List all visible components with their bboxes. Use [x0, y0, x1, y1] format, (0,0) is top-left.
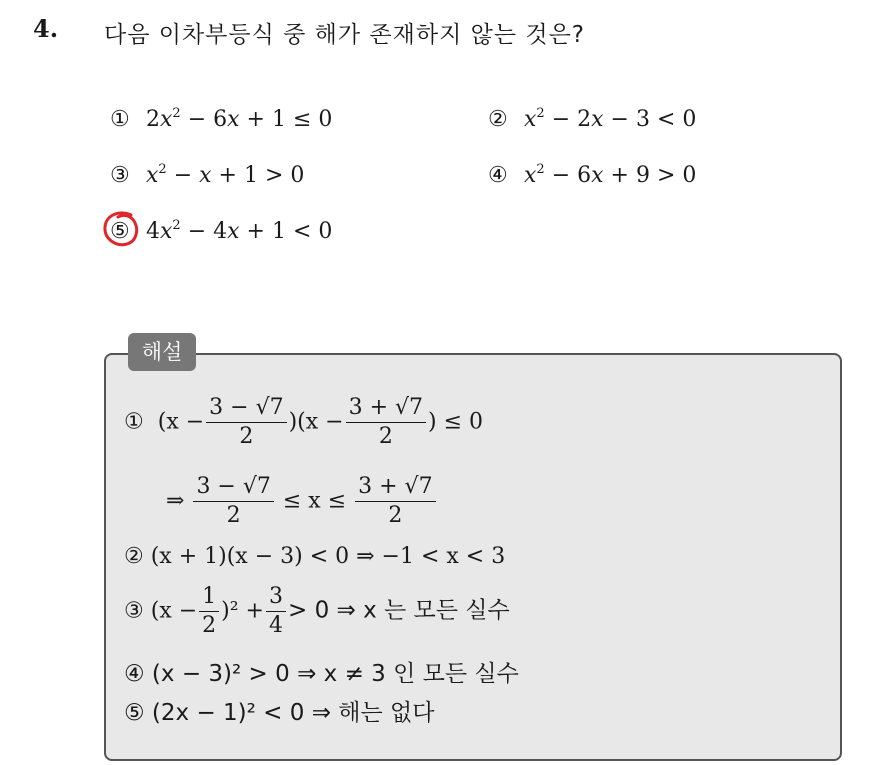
choice-mark: ④ [488, 163, 508, 188]
choice-mark: ③ [110, 163, 130, 188]
solution-line-5: ④ (x − 3)² > 0 ⇒ x ≠ 3 인 모든 실수 [124, 661, 519, 687]
choice-mark: ① [110, 107, 130, 132]
question-number: 4. [33, 14, 59, 43]
solution-line-2: ⇒ $\frac{3 - √7}{2}$ ≤ x ≤ $\frac{3 + √7}{2}$ [166, 473, 438, 530]
solution-badge: 해설 [128, 333, 196, 371]
question-text: 다음 이차부등식 중 해가 존재하지 않는 것은? [104, 22, 585, 48]
solution-line-6: ⑤ (2x − 1)² < 0 ⇒ 해는 없다 [124, 700, 435, 726]
answer-circle-mark [101, 209, 141, 249]
choice-4[interactable]: ④ $x^2 - 6x + 9 > 0$ [488, 162, 697, 188]
choice-mark: ② [488, 107, 508, 132]
choice-2[interactable]: ② $x^2 - 2x - 3 < 0$ [488, 106, 697, 132]
choice-mark: ⑤ [110, 219, 130, 244]
choice-1[interactable]: ① $2x^2 - 6x + 1 \le 0$ [110, 106, 333, 132]
solution-line-4: ③ (x − $\frac{1}{2}$ )² + $\frac{3}{4}$ > 0 ⇒ x 는 모든 실수 [124, 584, 510, 638]
choice-5[interactable]: ⑤ $4x^2 - 4x + 1 < 0$ [110, 218, 333, 244]
choice-3[interactable]: ③ $x^2 - x + 1 > 0$ [110, 162, 305, 188]
solution-line-3: ② (x + 1)(x − 3) < 0 ⇒ −1 < x < 3 [124, 544, 506, 569]
solution-line-1: ① (x − $\frac{3 - √7}{2}$ )(x − $\frac{3 + √7}{2}$ ) ≤ 0 [124, 395, 484, 449]
